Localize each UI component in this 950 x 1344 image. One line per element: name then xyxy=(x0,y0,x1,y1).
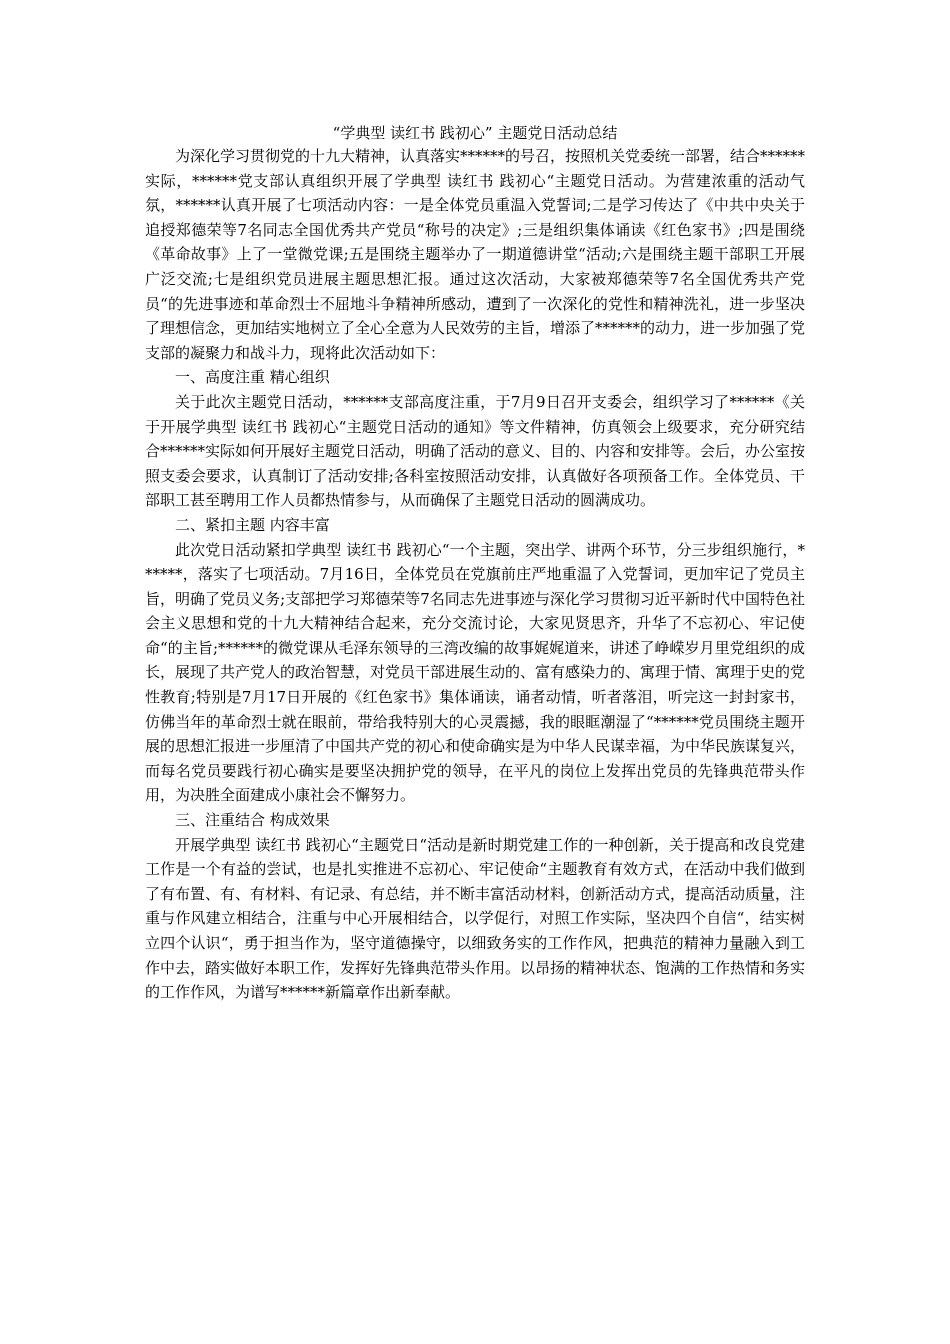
document-title: “学典型 读红书 践初心” 主题党日活动总结 xyxy=(332,124,618,142)
section-1-paragraph: 关于此次主题党日活动，******支部高度注重，于7月9日召开支委会，组织学习了******《关于开展学典型 读红书 践初心“主题党日活动的通知》等文件精神，仿真领会上级要求，充分研究结合******实际如何开展好主题党日活动，明确了活动的意义、目的、内容和安排等。会后，办公室按照支委会要求，认真制订了活动安排;各科室按照活动安排，认真做好各项预备工作。全体党员、干部职工甚至聘用工作人员都热情参与，从而确保了主题党日活动的圆满成功。 xyxy=(145,392,806,510)
intro-paragraph: 为深化学习贯彻党的十九大精神，认真落实******的号召，按照机关党委统一部署，结合******实际，******党支部认真组织开展了学典型 读红书 践初心“主题党日活动。为营建浓重的活动气氛，******认真开展了七项活动内容：一是全体党员重温入党誓词;二是学习传达了《中共中央关于追授郑德荣等7名同志全国优秀共产党员“称号的决定》;三是组织集体诵读《红色家书》;四是围绕《革命故事》上了一堂微党课;五是围绕主题举办了一期道德讲堂“活动;六是围绕主题干部职工开展广泛交流;七是组织党员进展主题思想汇报。通过这次活动，大家被郑德荣等7名全国优秀共产党员“的先进事迹和革命烈士不屈地斗争精神所感动，遭到了一次深化的党性和精神洗礼，进一步坚决了理想信念，更加结实地树立了全心全意为人民效劳的主旨，增添了******的动力，进一步加强了党支部的凝聚力和战斗力，现将此次活动如下： xyxy=(145,147,806,362)
section-heading-3: 三、注重结合 构成效果 xyxy=(175,811,330,830)
section-heading-1: 一、高度注重 精心组织 xyxy=(175,368,330,387)
section-2-paragraph: 此次党日活动紧扣学典型 读红书 践初心“一个主题，突出学、讲两个环节，分三步组织施行，******，落实了七项活动。7月16日，全体党员在党旗前庄严地重温了入党誓词，更加牢记了党员主旨，明确了党员义务;支部把学习郑德荣等7名同志先进事迹与深化学习贯彻习近平新时代中国特色社会主义思想和党的十九大精神结合起来，充分交流讨论，大家见贤思齐，升华了不忘初心、牢记使命“的主旨;******的微党课从毛泽东领导的三湾改编的故事娓娓道来，讲述了峥嵘岁月里党组织的成长，展现了共产党人的政治智慧，对党员干部进展生动的、富有感染力的、寓理于情、寓理于史的党性教育;特别是7月17日开展的《红色家书》集体诵读，诵者动情，听者落泪，听完这一封封家书，仿佛当年的革命烈士就在眼前，带给我特别大的心灵震撼，我的眼眶潮湿了“******党员围绕主题开展的思想汇报进一步厘清了中国共产党的初心和使命确实是为中华人民谋幸福，为中华民族谋复兴，而每名党员要践行初心确实是要坚决拥护党的领导，在平凡的岗位上发挥出党员的先锋典范带头作用，为决胜全面建成小康社会不懈努力。 xyxy=(145,540,806,805)
section-heading-2: 二、紧扣主题 内容丰富 xyxy=(175,515,330,534)
section-3-paragraph: 开展学典型 读红书 践初心“主题党日“活动是新时期党建工作的一种创新，关于提高和改良党建工作是一个有益的尝试，也是扎实推进不忘初心、牢记使命“主题教育有效方式，在活动中我们做到了有布置、有、有材料、有记录、有总结，并不断丰富活动材料，创新活动方式，提高活动质量，注重与作风建立相结合，注重与中心开展相结合，以学促行，对照工作实际，坚决四个自信“，结实树立四个认识“，勇于担当作为，坚守道德操守，以细致务实的工作作风，把典范的精神力量融入到工作中去，踏实做好本职工作，发挥好先锋典范带头作用。以昂扬的精神状态、饱满的工作热情和务实的工作作风，为谱写******新篇章作出新奉献。 xyxy=(145,835,806,1002)
document-page xyxy=(145,122,805,1005)
